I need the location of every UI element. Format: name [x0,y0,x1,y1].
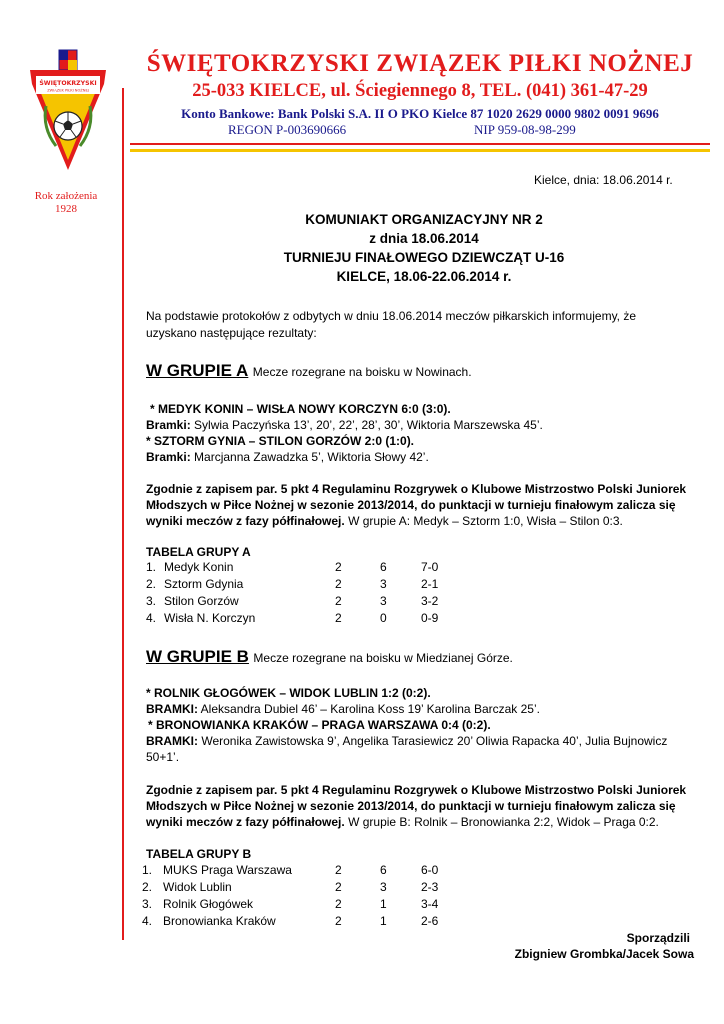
table-cell-team: Rolnik Głogówek [163,897,254,911]
logo-text: ŚWIĘTOKRZYSKI [39,80,97,87]
table-cell-points: 1 [380,914,387,928]
match-result: * SZTORM GYNIA – STILON GORZÓW 2:0 (1:0). [146,434,415,448]
nip-number: NIP 959-08-98-299 [474,122,576,137]
table-cell-points: 3 [380,577,387,591]
header-divider-yellow [130,149,710,152]
table-cell-position: 2. [146,577,157,591]
scorers-label: Bramki: [146,418,191,432]
match-scorers [146,701,540,717]
table-cell-played: 2 [335,611,342,625]
document-title: KOMUNIAKT ORGANIZACYJNY NR 2 [305,212,543,227]
table-cell-played: 2 [335,577,342,591]
regulation-note-line: Zgodnie z zapisem par. 5 pkt 4 Regulaminu Rozgrywek o Klubowe Mistrzostwo Polski Juniorek [146,482,687,496]
table-cell-team: Sztorm Gdynia [164,577,244,591]
table-cell-played: 2 [335,560,342,574]
regulation-note-line [146,513,623,529]
table-cell-goals: 3-2 [421,594,439,608]
match-scorers [146,417,543,433]
table-cell-team: Bronowianka Kraków [163,914,276,928]
table-cell-goals: 7-0 [421,560,439,574]
table-cell-played: 2 [335,863,342,877]
regulation-note-line [146,814,659,830]
table-cell-points: 3 [380,594,387,608]
founded-year: 1928 [55,203,77,215]
tournament-name: TURNIEJU FINAŁOWEGO DZIEWCZĄT U-16 [283,250,565,265]
table-row [146,594,446,610]
regulation-note-bold: wyniki meczów z fazy półfinałowej. [146,815,345,829]
table-cell-position: 1. [142,863,153,877]
organization-name: ŚWIĘTOKRZYSKI ZWIĄZEK PIŁKI NOŻNEJ [146,50,694,77]
match-scorers [146,733,667,749]
match-scorers [146,449,429,465]
group-a-heading: W GRUPIE A [146,361,249,380]
table-cell-points: 6 [380,863,387,877]
group-b-venue: Mecze rozegrane na boisku w Miedzianej Górze. [253,651,513,665]
scorers-list: Aleksandra Dubiel 46’ – Karolina Koss 19’ Karolina Barczak 25’. [200,702,540,716]
regon-number: REGON P-003690666 [228,122,347,137]
logo-graphic [26,48,110,172]
signature-names: Zbigniew Grombka/Jacek Sowa [514,947,694,961]
table-cell-team: MUKS Praga Warszawa [163,863,292,877]
header-divider-red [130,143,710,145]
group-b-heading: W GRUPIE B [146,647,249,666]
table-cell-team: Wisła N. Korczyn [164,611,256,625]
tournament-place-dates: KIELCE, 18.06-22.06.2014 r. [336,269,512,284]
table-cell-points: 3 [380,880,387,894]
margin-rule [122,88,124,940]
organization-address: 25-033 KIELCE, ul. Ściegiennego 8, TEL. (041) 361-47-29 [192,81,648,101]
group-a-venue: Mecze rozegrane na boisku w Nowinach. [252,365,472,379]
regulation-note-bold: wyniki meczów z fazy półfinałowej. [146,514,345,528]
table-cell-position: 3. [146,594,157,608]
signature-label: Sporządzili [626,931,690,945]
table-cell-goals: 6-0 [421,863,439,877]
match-result: * MEDYK KONIN – WISŁA NOWY KORCZYN 6:0 (3:0). [150,402,451,416]
founded-info [28,190,104,216]
table-cell-played: 2 [335,594,342,608]
table-cell-position: 3. [142,897,153,911]
table-cell-points: 0 [380,611,387,625]
table-cell-played: 2 [335,880,342,894]
bank-account: Konto Bankowe: Bank Polski S.A. II O PKO Kielce 87 1020 2629 0000 9802 0091 9696 [181,106,659,121]
scorers-label: BRAMKI: [146,702,198,716]
regulation-note-results: W grupie A: Medyk – Sztorm 1:0, Wisła – Stilon 0:3. [348,514,623,528]
table-cell-position: 1. [146,560,157,574]
scorers-label: BRAMKI: [146,734,198,748]
intro-text-line: Na podstawie protokołów z odbytych w dniu 18.06.2014 meczów piłkarskich informujemy, że [146,309,637,323]
group-b-header [146,647,513,667]
table-cell-goals: 2-1 [421,577,439,591]
group-a-table-title: TABELA GRUPY A [146,545,251,559]
table-cell-goals: 2-3 [421,880,439,894]
table-row [146,577,446,593]
group-a-header [146,361,472,381]
table-row [142,863,442,879]
table-cell-position: 4. [146,611,157,625]
regulation-note-line: Młodszych w Piłce Nożnej w sezonie 2013/2014, do punktacji w turnieju finałowym zalicza się [146,799,676,813]
table-row [142,914,442,930]
intro-text-line: uzyskano następujące rezultaty: [146,326,317,340]
match-result: * ROLNIK GŁOGÓWEK – WIDOK LUBLIN 1:2 (0:2). [146,686,431,700]
match-scorers-continued: 50+1’. [146,750,180,764]
table-cell-team: Widok Lublin [163,880,232,894]
association-logo [26,48,110,172]
regulation-note-line: Zgodnie z zapisem par. 5 pkt 4 Regulaminu Rozgrywek o Klubowe Mistrzostwo Polski Juniorek [146,783,687,797]
group-b-table-title: TABELA GRUPY B [146,847,252,861]
match-result: * BRONOWIANKA KRAKÓW – PRAGA WARSZAWA 0:4 (0:2). [148,718,491,732]
table-cell-points: 6 [380,560,387,574]
table-row [142,880,442,896]
document-date-line: z dnia 18.06.2014 [369,231,479,246]
scorers-list: Sylwia Paczyńska 13’, 20’, 22’, 28’, 30’, Wiktoria Marszewska 45’. [194,418,543,432]
document-date: Kielce, dnia: 18.06.2014 r. [534,173,673,187]
table-cell-played: 2 [335,897,342,911]
table-cell-position: 4. [142,914,153,928]
table-row [146,611,446,627]
founded-label: Rok założenia [34,190,98,202]
regulation-note-results: W grupie B: Rolnik – Bronowianka 2:2, Widok – Praga 0:2. [348,815,659,829]
table-row [146,560,446,576]
table-cell-played: 2 [335,914,342,928]
table-cell-team: Medyk Konin [164,560,234,574]
table-cell-points: 1 [380,897,387,911]
scorers-list: Marcjanna Zawadzka 5’, Wiktoria Słowy 42’. [194,450,429,464]
table-cell-team: Stilon Gorzów [164,594,239,608]
regulation-note-line: Młodszych w Piłce Nożnej w sezonie 2013/2014, do punktacji w turnieju finałowym zalicza się [146,498,676,512]
table-cell-goals: 0-9 [421,611,439,625]
table-row [142,897,442,913]
table-cell-goals: 2-6 [421,914,439,928]
scorers-label: Bramki: [146,450,191,464]
table-cell-goals: 3-4 [421,897,439,911]
logo-subtext: ZWIĄZEK PIŁKI NOŻNEJ [47,88,89,93]
table-cell-position: 2. [142,880,153,894]
scorers-list: Weronika Zawistowska 9’, Angelika Tarasiewicz 20’ Oliwia Rapacka 40’, Julia Bujnowicz [201,734,668,748]
